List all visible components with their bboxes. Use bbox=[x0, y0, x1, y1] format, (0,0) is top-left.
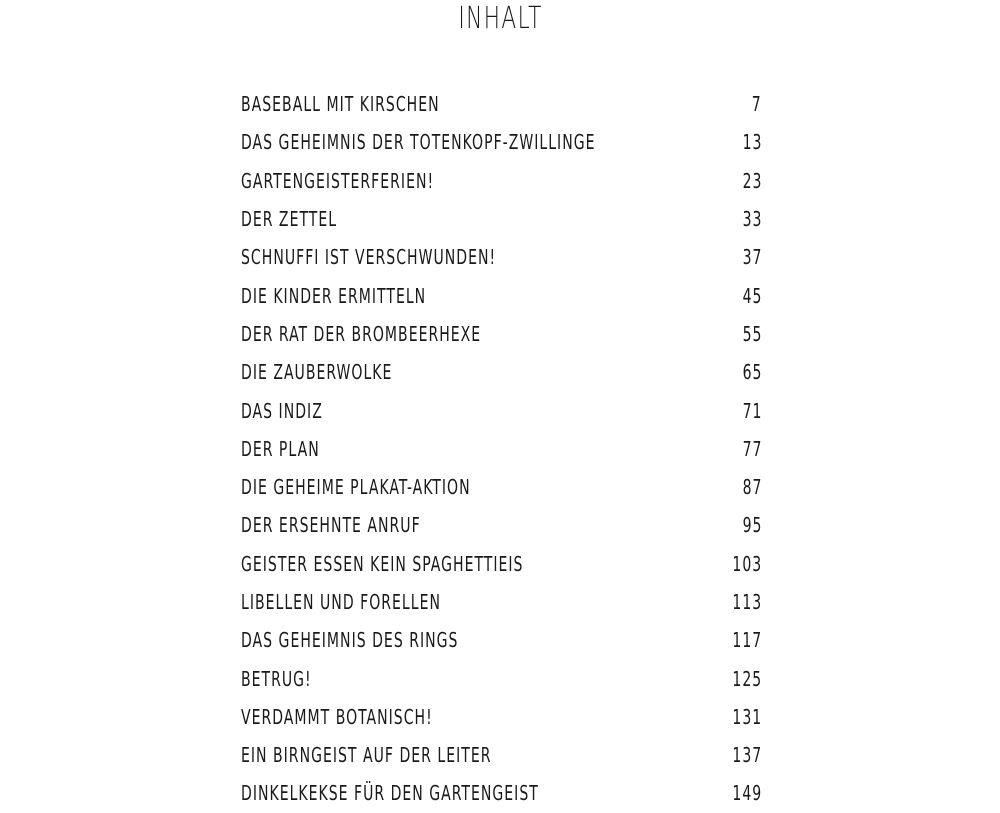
toc-entry-title: DIE ZAUBERWOLKE bbox=[241, 360, 393, 385]
toc-heading: INHALT bbox=[458, 1, 543, 36]
toc-entry-page: 113 bbox=[732, 590, 762, 614]
toc-entry-page: 37 bbox=[742, 245, 762, 270]
toc-entry[interactable] bbox=[241, 85, 762, 123]
toc-entry[interactable] bbox=[241, 583, 762, 621]
toc-entry-page: 23 bbox=[742, 168, 762, 193]
toc-entry-title: DER PLAN bbox=[241, 436, 320, 461]
toc-entry[interactable] bbox=[241, 353, 762, 391]
toc-entry[interactable] bbox=[241, 698, 762, 736]
toc-list bbox=[241, 85, 762, 813]
toc-entry-page: 95 bbox=[742, 513, 762, 538]
toc-entry[interactable] bbox=[241, 621, 762, 659]
toc-entry-title: SCHNUFFI IST VERSCHWUNDEN! bbox=[241, 245, 497, 270]
toc-entry-title: GARTENGEISTERFERIEN! bbox=[241, 168, 435, 193]
toc-entry-title: DER ZETTEL bbox=[241, 207, 338, 232]
toc-entry-page: 103 bbox=[732, 551, 762, 576]
toc-entry-title: BASEBALL MIT KIRSCHEN bbox=[241, 92, 440, 117]
toc-entry-page: 55 bbox=[742, 321, 762, 346]
toc-entry-title: GEISTER ESSEN KEIN SPAGHETTIEIS bbox=[241, 551, 524, 576]
toc-entry[interactable] bbox=[241, 468, 762, 506]
toc-entry-page: 13 bbox=[742, 130, 762, 155]
toc-entry-title: DAS GEHEIMNIS DES RINGS bbox=[241, 628, 459, 653]
toc-entry-page: 137 bbox=[732, 743, 762, 768]
toc-entry-page: 87 bbox=[742, 475, 762, 500]
toc-entry-title: DAS INDIZ bbox=[241, 398, 323, 423]
toc-entry[interactable] bbox=[241, 736, 762, 774]
toc-entry-title: LIBELLEN UND FORELLEN bbox=[241, 590, 441, 614]
toc-entry-title: VERDAMMT BOTANISCH! bbox=[241, 704, 433, 729]
toc-entry[interactable] bbox=[241, 391, 762, 429]
toc-entry-page: 149 bbox=[732, 781, 762, 806]
toc-entry-title: DIE KINDER ERMITTELN bbox=[241, 283, 427, 308]
toc-entry[interactable] bbox=[241, 238, 762, 276]
toc-entry[interactable] bbox=[241, 545, 762, 583]
toc-entry[interactable] bbox=[241, 315, 762, 353]
toc-entry-page: 33 bbox=[742, 207, 762, 232]
toc-entry-title: BETRUG! bbox=[241, 666, 312, 691]
toc-entry-title: DER RAT DER BROMBEERHEXE bbox=[241, 321, 482, 346]
toc-entry[interactable] bbox=[241, 162, 762, 200]
toc-entry[interactable] bbox=[241, 430, 762, 468]
toc-entry[interactable] bbox=[241, 774, 762, 812]
toc-entry-page: 7 bbox=[752, 92, 762, 117]
toc-entry-title: DINKELKEKSE FÜR DEN GARTENGEIST bbox=[241, 781, 539, 806]
toc-entry-page: 71 bbox=[742, 398, 762, 423]
toc-entry[interactable] bbox=[241, 506, 762, 544]
toc-entry-title: DAS GEHEIMNIS DER TOTENKOPF-ZWILLINGE bbox=[241, 130, 596, 155]
toc-entry-page: 117 bbox=[732, 628, 762, 653]
toc-entry-title: DIE GEHEIME PLAKAT-AKTION bbox=[241, 475, 471, 500]
toc-entry-title: DER ERSEHNTE ANRUF bbox=[241, 513, 421, 538]
toc-entry[interactable] bbox=[241, 123, 762, 161]
toc-entry[interactable] bbox=[241, 659, 762, 697]
toc-entry-page: 125 bbox=[732, 666, 762, 691]
toc-entry-page: 131 bbox=[732, 704, 762, 729]
toc-entry-title: EIN BIRNGEIST AUF DER LEITER bbox=[241, 743, 492, 768]
toc-entry-page: 65 bbox=[742, 360, 762, 385]
toc-entry-page: 77 bbox=[742, 436, 762, 461]
toc-entry[interactable] bbox=[241, 276, 762, 314]
toc-entry[interactable] bbox=[241, 200, 762, 238]
toc-entry-page: 45 bbox=[742, 283, 762, 308]
